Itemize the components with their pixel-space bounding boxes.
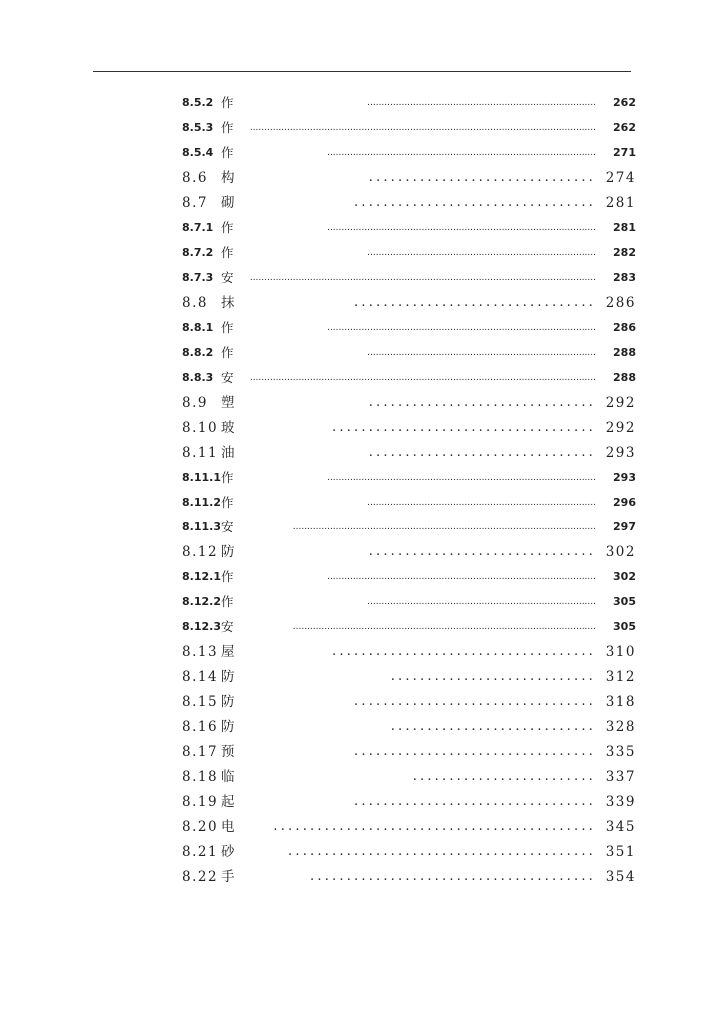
toc-title: 安 (221, 369, 234, 385)
toc-leader-dots: .............................................................................................. (327, 222, 596, 233)
toc-entry[interactable] (0, 815, 724, 840)
toc-entry[interactable] (0, 690, 724, 715)
toc-page-number: 262 (613, 96, 636, 109)
toc-leader-dots: ................................................................................ (367, 98, 596, 108)
toc-page-number: 351 (605, 844, 636, 861)
toc-page-number: 262 (613, 120, 636, 134)
toc-entry[interactable] (0, 291, 724, 316)
toc-number: 8.6 (182, 169, 208, 186)
toc-leader-dots: ............................ (390, 719, 596, 735)
toc-title: 玻 (221, 419, 236, 436)
toc-leader-dots: ................................. (354, 744, 596, 760)
toc-title: 作 (221, 95, 234, 110)
toc-entry[interactable] (0, 466, 724, 491)
toc-leader-dots: .......................................... (288, 844, 596, 860)
toc-number: 8.7.2 (182, 245, 214, 259)
toc-entry[interactable] (0, 665, 724, 690)
toc-entry[interactable] (0, 166, 724, 191)
toc-title: 手 (221, 869, 236, 886)
toc-title: 防 (221, 669, 236, 686)
toc-page-number: 328 (605, 719, 636, 736)
toc-entry[interactable] (0, 191, 724, 216)
toc-page-number: 292 (605, 394, 636, 411)
toc-title: 塑 (221, 394, 236, 411)
toc-page-number: 354 (605, 869, 636, 886)
toc-entry[interactable] (0, 241, 724, 266)
toc-title: 电 (221, 819, 236, 836)
toc-number: 8.7.1 (182, 220, 214, 234)
toc-number: 8.15 (182, 694, 219, 711)
toc-number: 8.22 (182, 869, 219, 886)
toc-number: 8.19 (182, 794, 219, 811)
toc-leader-dots: ................................................................................ (367, 597, 596, 608)
toc-page-number: 283 (613, 270, 636, 284)
toc-entry[interactable] (0, 366, 724, 391)
toc-title: 安 (221, 619, 234, 635)
toc-page-number: 305 (613, 595, 636, 609)
toc-number: 8.13 (182, 644, 219, 661)
toc-number: 8.18 (182, 769, 219, 786)
toc-number: 8.12 (182, 544, 219, 561)
toc-leader-dots: ......................................................................................................................... (249, 122, 596, 133)
toc-leader-dots: ................................. (354, 794, 596, 810)
toc-entry[interactable] (0, 515, 724, 540)
toc-entry[interactable] (0, 391, 724, 416)
toc-page-number: 305 (613, 620, 636, 634)
toc-leader-dots: ......................... (412, 769, 596, 785)
toc-entry[interactable] (0, 715, 724, 740)
toc-number: 8.7.3 (182, 270, 214, 284)
toc-number: 8.8 (182, 294, 208, 311)
toc-leader-dots: ............................................ (273, 819, 596, 835)
toc-number: 8.9 (182, 394, 208, 411)
toc-leader-dots: ............................... (368, 169, 596, 185)
toc-title: 作 (221, 344, 234, 360)
toc-title: 作 (221, 219, 234, 235)
toc-number: 8.20 (182, 819, 219, 836)
toc-entry[interactable] (0, 416, 724, 441)
toc-title: 作 (221, 469, 234, 485)
toc-title: 砌 (221, 194, 236, 211)
toc-page-number: 293 (605, 444, 636, 461)
toc-title: 安 (221, 269, 234, 285)
toc-entry[interactable] (0, 441, 724, 466)
toc-title: 抹 (221, 294, 236, 311)
toc-number: 8.7 (182, 194, 208, 211)
toc-title: 油 (221, 444, 236, 461)
toc-number: 8.12.3 (182, 620, 221, 634)
toc-page-number: 310 (605, 644, 636, 661)
toc-title: 防 (221, 694, 236, 711)
toc-title: 防 (221, 719, 236, 736)
toc-page-number: 297 (613, 520, 636, 534)
toc-entry[interactable] (0, 341, 724, 366)
toc-leader-dots: ................................. (354, 694, 596, 710)
toc-leader-dots: .......................................................................................................... (292, 622, 596, 633)
toc-entry[interactable] (0, 116, 724, 141)
toc-leader-dots: ....................................... (310, 869, 596, 885)
toc-page-number: 293 (613, 470, 636, 484)
toc-number: 8.17 (182, 744, 219, 761)
toc-entry[interactable] (0, 266, 724, 291)
toc-leader-dots: ................................................................................ (367, 497, 596, 508)
toc-page-number: 288 (613, 370, 636, 384)
toc-title: 构 (221, 169, 236, 186)
toc-entry[interactable] (0, 565, 724, 590)
toc-leader-dots: ................................. (354, 194, 596, 210)
toc-page-number: 281 (605, 194, 636, 211)
toc-page-number: 271 (613, 145, 636, 159)
toc-leader-dots: .......................................................................................................... (292, 522, 596, 533)
toc-title: 屋 (221, 644, 236, 661)
toc-page-number: 345 (605, 819, 636, 836)
toc-title: 防 (221, 544, 236, 561)
toc-leader-dots: ............................... (368, 394, 596, 410)
toc-title: 砂 (221, 844, 236, 861)
toc-entry[interactable] (0, 540, 724, 565)
toc-number: 8.14 (182, 669, 219, 686)
toc-page-number: 286 (605, 294, 636, 311)
toc-page-number: 292 (605, 419, 636, 436)
toc-entry[interactable] (0, 765, 724, 790)
toc-page-number: 302 (605, 544, 636, 561)
toc-entry[interactable] (0, 590, 724, 615)
toc-leader-dots: ................................................................................ (367, 347, 596, 358)
toc-entry[interactable] (0, 865, 724, 890)
toc-entry[interactable] (0, 740, 724, 765)
toc-title: 预 (221, 744, 236, 761)
toc-entry[interactable] (0, 615, 724, 640)
toc-page-number: 339 (605, 794, 636, 811)
toc-title: 作 (221, 319, 234, 335)
toc-number: 8.11.2 (182, 495, 221, 509)
toc-number: 8.8.3 (182, 370, 214, 384)
toc-page-number: 312 (605, 669, 636, 686)
toc-leader-dots: ................................................................................ (367, 247, 596, 258)
toc-number: 8.11.1 (182, 470, 221, 484)
header-rule (93, 71, 631, 72)
toc-title: 作 (221, 119, 234, 135)
table-of-contents (0, 91, 724, 890)
toc-page-number: 274 (605, 169, 636, 186)
toc-entry[interactable] (0, 491, 724, 516)
toc-title: 作 (221, 494, 234, 510)
toc-page-number: 302 (613, 570, 636, 584)
toc-number: 8.12.1 (182, 570, 221, 584)
toc-page-number: 335 (605, 744, 636, 761)
toc-title: 安 (221, 519, 234, 535)
toc-page-number: 337 (605, 769, 636, 786)
toc-number: 8.16 (182, 719, 219, 736)
toc-page-number: 296 (613, 495, 636, 509)
toc-number: 8.8.1 (182, 320, 214, 334)
toc-leader-dots: ......................................................................................................................... (249, 372, 596, 383)
toc-title: 作 (221, 569, 234, 585)
toc-leader-dots: ......................................................................................................................... (249, 272, 596, 283)
toc-leader-dots: ................................. (354, 294, 596, 310)
toc-leader-dots: ............................... (368, 444, 596, 460)
toc-page-number: 281 (613, 220, 636, 234)
toc-title: 起 (221, 794, 236, 811)
toc-number: 8.12.2 (182, 595, 221, 609)
toc-number: 8.5.3 (182, 120, 214, 134)
toc-title: 作 (221, 144, 234, 160)
toc-leader-dots: .............................................................................................. (327, 572, 596, 583)
toc-page-number: 286 (613, 320, 636, 334)
toc-number: 8.5.2 (182, 96, 214, 109)
toc-number: 8.11.3 (182, 520, 221, 534)
toc-number: 8.8.2 (182, 345, 214, 359)
toc-entry[interactable] (0, 216, 724, 241)
toc-entry[interactable] (0, 316, 724, 341)
toc-page-number: 282 (613, 245, 636, 259)
toc-leader-dots: .............................................................................................. (327, 147, 596, 158)
toc-leader-dots: .................................... (332, 419, 596, 435)
toc-number: 8.21 (182, 844, 219, 861)
toc-entry[interactable] (0, 640, 724, 665)
toc-leader-dots: ............................... (368, 544, 596, 560)
toc-leader-dots: ............................ (390, 669, 596, 685)
toc-leader-dots: .............................................................................................. (327, 472, 596, 483)
toc-leader-dots: .................................... (332, 644, 596, 660)
toc-page-number: 288 (613, 345, 636, 359)
toc-leader-dots: .............................................................................................. (327, 322, 596, 333)
toc-number: 8.5.4 (182, 145, 214, 159)
toc-entry[interactable] (0, 840, 724, 865)
toc-entry[interactable] (0, 141, 724, 166)
toc-entry[interactable] (0, 790, 724, 815)
toc-title: 作 (221, 244, 234, 260)
toc-title: 临 (221, 769, 236, 786)
toc-number: 8.10 (182, 419, 219, 436)
toc-page-number: 318 (605, 694, 636, 711)
toc-entry[interactable] (0, 91, 724, 116)
toc-title: 作 (221, 594, 234, 610)
toc-number: 8.11 (182, 444, 219, 461)
